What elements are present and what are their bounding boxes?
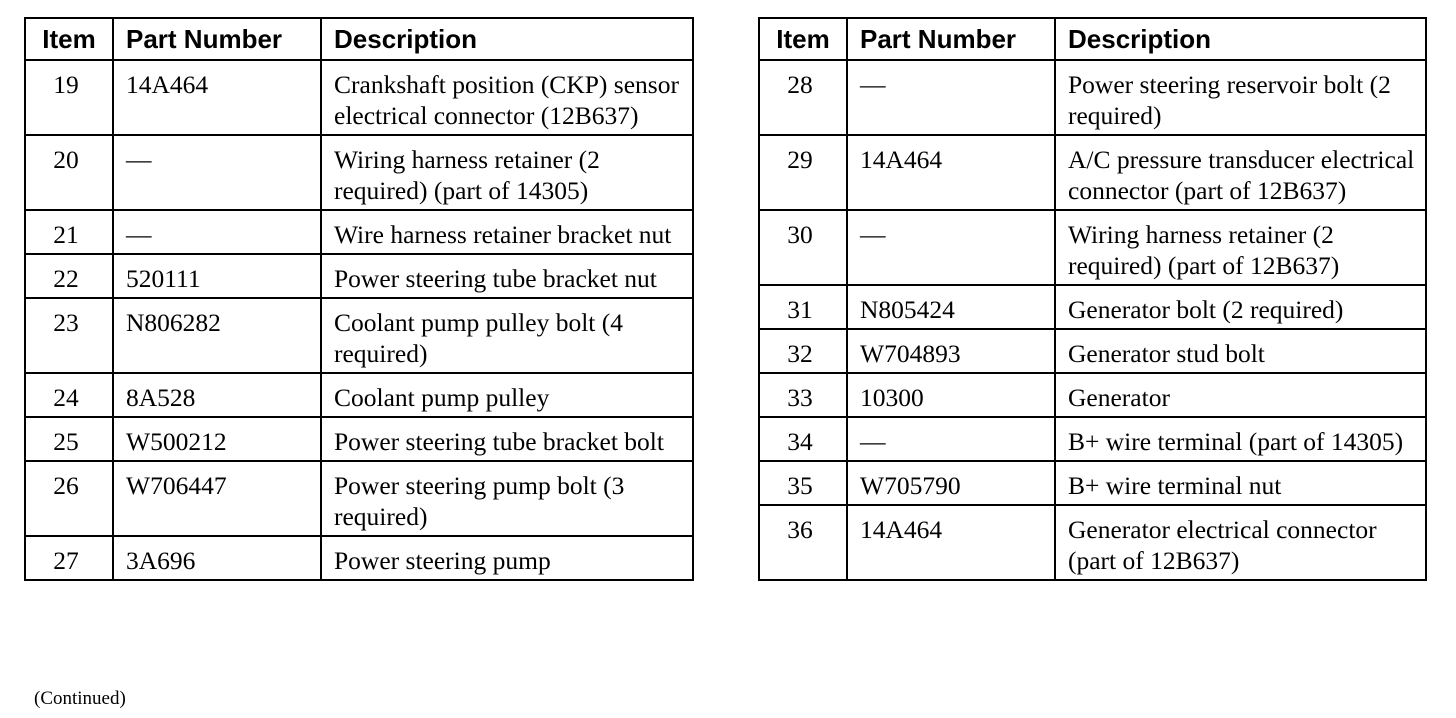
table-row bbox=[25, 461, 693, 536]
description-cell: Generator electrical connector (part of 12B637) bbox=[1055, 505, 1426, 580]
description-cell: Power steering tube bracket nut bbox=[321, 254, 693, 298]
header-part-number: Part Number bbox=[847, 18, 1055, 60]
header-item: Item bbox=[25, 18, 113, 60]
description-cell: Power steering pump bbox=[321, 536, 693, 580]
part-number-cell: 3A696 bbox=[113, 536, 321, 580]
part-number-cell: — bbox=[847, 60, 1055, 135]
table-row bbox=[759, 505, 1426, 580]
part-number-cell: 14A464 bbox=[113, 60, 321, 135]
table-row bbox=[759, 373, 1426, 417]
description-cell: Crankshaft position (CKP) sensor electrical connector (12B637) bbox=[321, 60, 693, 135]
part-number-cell: — bbox=[847, 417, 1055, 461]
item-number-cell: 22 bbox=[25, 254, 113, 298]
part-number-cell: N806282 bbox=[113, 298, 321, 373]
table-row bbox=[25, 298, 693, 373]
part-number-cell: 14A464 bbox=[847, 505, 1055, 580]
part-number-cell: — bbox=[847, 210, 1055, 285]
table-row bbox=[25, 135, 693, 210]
parts-table-right bbox=[758, 17, 1427, 581]
item-number-cell: 21 bbox=[25, 210, 113, 254]
description-cell: Coolant pump pulley bolt (4 required) bbox=[321, 298, 693, 373]
continued-note: (Continued) bbox=[34, 688, 126, 709]
part-number-cell: 520111 bbox=[113, 254, 321, 298]
part-number-cell: W500212 bbox=[113, 417, 321, 461]
item-number-cell: 20 bbox=[25, 135, 113, 210]
header-description: Description bbox=[1055, 18, 1426, 60]
part-number-cell: — bbox=[113, 135, 321, 210]
part-number-cell: W706447 bbox=[113, 461, 321, 536]
item-number-cell: 32 bbox=[759, 329, 847, 373]
description-cell: Generator bbox=[1055, 373, 1426, 417]
item-number-cell: 25 bbox=[25, 417, 113, 461]
description-cell: A/C pressure transducer electrical connector (part of 12B637) bbox=[1055, 135, 1426, 210]
table-row bbox=[25, 417, 693, 461]
table-row bbox=[759, 60, 1426, 135]
table-row bbox=[25, 60, 693, 135]
description-cell: B+ wire terminal (part of 14305) bbox=[1055, 417, 1426, 461]
header-part-number: Part Number bbox=[113, 18, 321, 60]
description-cell: Generator stud bolt bbox=[1055, 329, 1426, 373]
table-row bbox=[759, 210, 1426, 285]
item-number-cell: 35 bbox=[759, 461, 847, 505]
description-cell: Wiring harness retainer (2 required) (part of 14305) bbox=[321, 135, 693, 210]
table-row bbox=[759, 329, 1426, 373]
item-number-cell: 34 bbox=[759, 417, 847, 461]
table-row bbox=[759, 285, 1426, 329]
item-number-cell: 29 bbox=[759, 135, 847, 210]
table-row bbox=[25, 210, 693, 254]
table-row bbox=[25, 373, 693, 417]
item-number-cell: 33 bbox=[759, 373, 847, 417]
description-cell: Power steering reservoir bolt (2 required) bbox=[1055, 60, 1426, 135]
item-number-cell: 19 bbox=[25, 60, 113, 135]
table-row bbox=[759, 461, 1426, 505]
part-number-cell: W705790 bbox=[847, 461, 1055, 505]
description-cell: Generator bolt (2 required) bbox=[1055, 285, 1426, 329]
description-cell: Power steering tube bracket bolt bbox=[321, 417, 693, 461]
part-number-cell: 10300 bbox=[847, 373, 1055, 417]
part-number-cell: — bbox=[113, 210, 321, 254]
item-number-cell: 27 bbox=[25, 536, 113, 580]
item-number-cell: 26 bbox=[25, 461, 113, 536]
part-number-cell: N805424 bbox=[847, 285, 1055, 329]
part-number-cell: W704893 bbox=[847, 329, 1055, 373]
header-description: Description bbox=[321, 18, 693, 60]
description-cell: Power steering pump bolt (3 required) bbox=[321, 461, 693, 536]
item-number-cell: 23 bbox=[25, 298, 113, 373]
parts-table-left bbox=[24, 17, 694, 581]
item-number-cell: 30 bbox=[759, 210, 847, 285]
part-number-cell: 8A528 bbox=[113, 373, 321, 417]
description-cell: Wiring harness retainer (2 required) (part of 12B637) bbox=[1055, 210, 1426, 285]
item-number-cell: 36 bbox=[759, 505, 847, 580]
table-header-row bbox=[25, 18, 693, 60]
table-row bbox=[759, 135, 1426, 210]
description-cell: Coolant pump pulley bbox=[321, 373, 693, 417]
table-row bbox=[25, 536, 693, 580]
table-row bbox=[25, 254, 693, 298]
header-item: Item bbox=[759, 18, 847, 60]
item-number-cell: 28 bbox=[759, 60, 847, 135]
description-cell: B+ wire terminal nut bbox=[1055, 461, 1426, 505]
table-header-row bbox=[759, 18, 1426, 60]
part-number-cell: 14A464 bbox=[847, 135, 1055, 210]
table-row bbox=[759, 417, 1426, 461]
item-number-cell: 24 bbox=[25, 373, 113, 417]
item-number-cell: 31 bbox=[759, 285, 847, 329]
description-cell: Wire harness retainer bracket nut bbox=[321, 210, 693, 254]
